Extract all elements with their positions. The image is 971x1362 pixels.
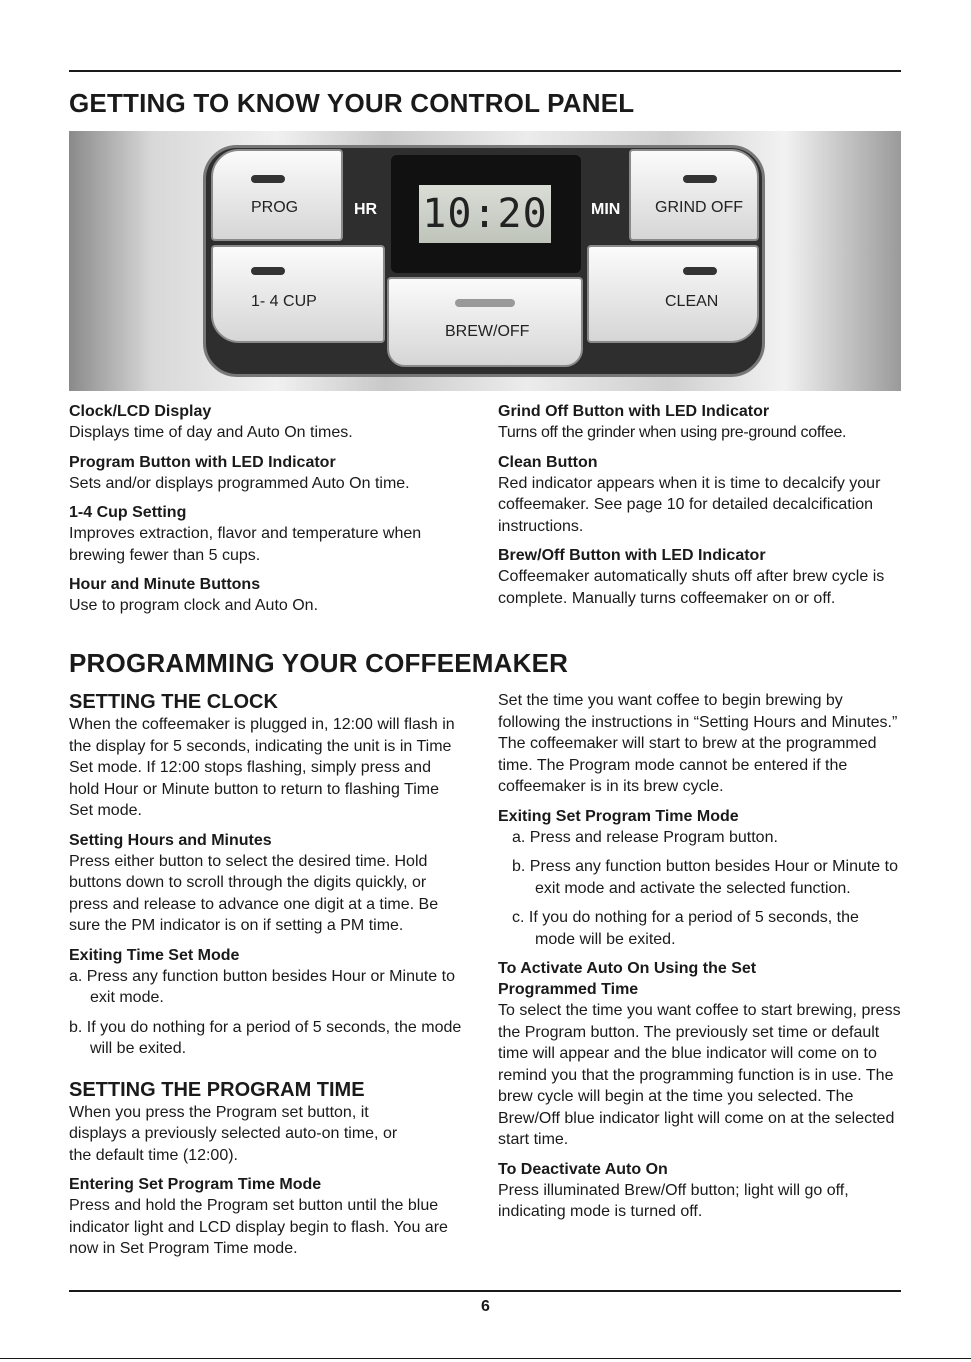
cup-led-icon — [251, 267, 285, 275]
feature-text: Sets and/or displays programmed Auto On time. — [69, 474, 410, 492]
feature-title: Hour and Minute Buttons — [69, 576, 261, 593]
brew-off-label: BREW/OFF — [445, 323, 530, 340]
features-left-column — [69, 401, 479, 625]
entering-program-heading: Entering Set Program Time Mode — [69, 1176, 322, 1193]
cup-label: 1- 4 CUP — [251, 293, 317, 310]
programming-right-column — [498, 690, 903, 1231]
prog-label: PROG — [251, 199, 299, 216]
feature-text: Improves extraction, flavor and temperature when brewing fewer than 5 cups. — [69, 525, 422, 564]
grind-off-led-icon — [683, 175, 717, 183]
min-label: MIN — [591, 201, 621, 218]
brew-off-led-icon — [455, 299, 515, 307]
section-title: PROGRAMMING YOUR COFFEEMAKER — [69, 648, 569, 678]
clean-label: CLEAN — [665, 293, 719, 310]
list-item: b. Press any function button besides Hour or Minute to exit mode and activate the selected function. — [512, 858, 898, 897]
list-item: b. If you do nothing for a period of 5 seconds, the mode will be exited. — [69, 1018, 462, 1057]
clock-heading: SETTING THE CLOCK — [69, 691, 278, 713]
feature-title: Brew/Off Button with LED Indicator — [498, 547, 766, 564]
hr-label: HR — [354, 201, 378, 218]
clean-led-icon — [683, 267, 717, 275]
entering-program-text: Press and hold the Program set button until the blue indicator light and LCD display begin to flash. You are now in Set Program Time mode. — [69, 1197, 448, 1257]
hours-minutes-heading: Setting Hours and Minutes — [69, 831, 272, 849]
feature-title: Grind Off Button with LED Indicator — [498, 403, 770, 420]
feature-text: Displays time of day and Auto On times. — [69, 424, 353, 441]
clean-button — [587, 245, 759, 343]
list-item: c. If you do nothing for a period of 5 seconds, the mode will be exited. — [512, 909, 859, 948]
deactivate-auto-on-heading: To Deactivate Auto On — [498, 1160, 668, 1178]
program-intro-text: Set the time you want coffee to begin brewing by following the instructions in “Setting Hours and Minutes.” The coffeemaker will start to brew at the programmed time. The Program mode cannot be entered if the coffeemaker is in its brew cycle. — [498, 692, 898, 795]
prog-led-icon — [251, 175, 285, 183]
activate-auto-on-heading: To Activate Auto On Using the Set Programmed Time — [498, 960, 757, 998]
footer-rule — [0, 1358, 971, 1359]
activate-auto-on-text: To select the time you want coffee to start brewing, press the Program button. The previously set time or default time will appear and the blue indicator will come on to remind you that the programming function is in use. The brew cycle will begin at the time you selected. The Brew/Off blue indicator light will come on at the selected start time. — [498, 1002, 901, 1148]
cup-button — [211, 245, 385, 343]
grind-off-button — [629, 149, 759, 241]
clock-text: When the coffeemaker is plugged in, 12:00 will flash in the display for 5 seconds, indicating the unit is in Time Set mode. If 12:00 stops flashing, simply press and hold Hour or Minute button to return to flashing Time Set mode. — [69, 716, 455, 819]
deactivate-auto-on-text: Press illuminated Brew/Off button; light will go off, indicating mode is turned off. — [498, 1181, 849, 1220]
exit-program-heading: Exiting Set Program Time Mode — [498, 807, 739, 825]
feature-title: Program Button with LED Indicator — [69, 453, 336, 471]
feature-title: Clock/LCD Display — [69, 403, 212, 420]
page-number: 6 — [481, 1298, 490, 1315]
page-title: GETTING TO KNOW YOUR CONTROL PANEL — [69, 88, 635, 118]
lcd-time: 10:20 — [419, 185, 551, 243]
exit-time-set-heading: Exiting Time Set Mode — [69, 946, 240, 964]
list-item: a. Press and release Program button. — [512, 828, 778, 846]
brew-off-button — [387, 277, 583, 367]
feature-text: Red indicator appears when it is time to decalcify your coffeemaker. See page 10 for detailed decalcification instructions. — [498, 474, 881, 535]
prog-button — [211, 149, 343, 241]
lcd-display — [391, 155, 581, 273]
feature-text: Coffeemaker automatically shuts off after brew cycle is complete. Manually turns coffeemaker on or off. — [498, 568, 885, 607]
hours-minutes-text: Press either button to select the desired time. Hold buttons down to scroll through the digits quickly, or press and release to advance one digit at a time. Be sure the PM indicator is on if setting a PM time. — [69, 852, 439, 934]
bottom-rule — [69, 1290, 901, 1292]
feature-title: Clean Button — [498, 453, 598, 471]
programming-left-column — [69, 690, 464, 1268]
grind-off-label: GRIND OFF — [655, 199, 743, 216]
feature-text: Use to program clock and Auto On. — [69, 597, 319, 614]
feature-text: Turns off the grinder when using pre-ground coffee. — [498, 424, 847, 441]
program-time-heading: SETTING THE PROGRAM TIME — [69, 1078, 365, 1101]
list-item: a. Press any function button besides Hour or Minute to exit mode. — [69, 967, 455, 1006]
top-rule — [69, 70, 901, 72]
control-panel-photo — [69, 131, 901, 391]
features-right-column — [498, 401, 903, 617]
program-time-text: When you press the Program set button, it displays a previously selected auto-on time, or the default time (12:00). — [69, 1103, 398, 1164]
feature-title: 1-4 Cup Setting — [69, 504, 187, 521]
